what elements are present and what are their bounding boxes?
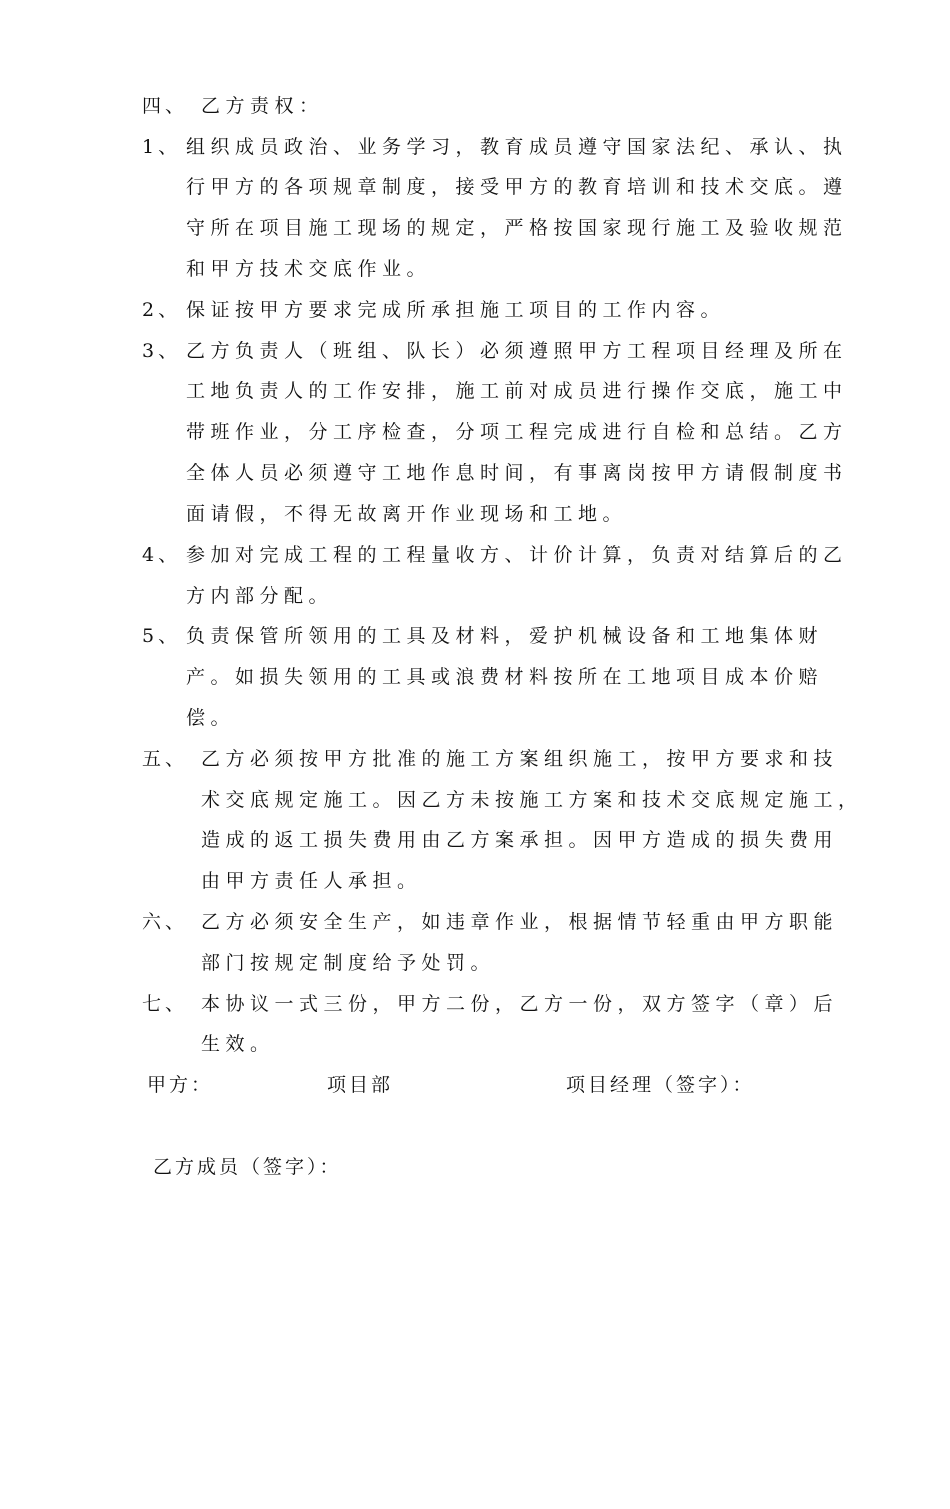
section-7-line-1: 本协议一式三份，甲方二份，乙方一份，双方签字（章）后 — [201, 993, 839, 1015]
party-a-label: 甲方： — [147, 1074, 214, 1096]
item-2-number: 2、 — [142, 299, 182, 321]
item-3-line-2: 工地负责人的工作安排，施工前对成员进行操作交底，施工中 — [186, 380, 848, 402]
item-1-line-2: 行甲方的各项规章制度，接受甲方的教育培训和技术交底。遵 — [186, 176, 848, 198]
item-3-line-5: 面请假，不得无故离开作业现场和工地。 — [186, 503, 628, 525]
item-5-line-1: 负责保管所领用的工具及材料，爱护机械设备和工地集体财 — [186, 625, 824, 647]
item-1-line-3: 守所在项目施工现场的规定，严格按国家现行施工及验收规范 — [186, 217, 848, 239]
party-b-members-signature-label: 乙方成员（签字）： — [153, 1156, 342, 1178]
item-5-line-2: 产。如损失领用的工具或浪费材料按所在工地项目成本价赔 — [186, 666, 824, 688]
item-4-number: 4、 — [142, 544, 182, 566]
section-5-line-2: 术交底规定施工。因乙方未按施工方案和技术交底规定施工， — [201, 789, 863, 811]
item-3-line-3: 带班作业，分工序检查，分项工程完成进行自检和总结。乙方 — [186, 421, 848, 443]
project-manager-signature-label: 项目经理（签字）： — [566, 1074, 755, 1096]
item-1-number: 1、 — [142, 136, 182, 158]
section-7-marker: 七、 — [142, 993, 189, 1015]
item-1-line-4: 和甲方技术交底作业。 — [186, 258, 432, 280]
item-2-line-1: 保证按甲方要求完成所承担施工项目的工作内容。 — [186, 299, 726, 321]
section-5-line-4: 由甲方责任人承担。 — [201, 870, 422, 892]
section-5-line-1: 乙方必须按甲方批准的施工方案组织施工，按甲方要求和技 — [201, 748, 839, 770]
section-4-title: 乙方责权： — [201, 95, 324, 117]
item-4-line-2: 方内部分配。 — [186, 585, 334, 607]
section-6-line-2: 部门按规定制度给予处罚。 — [201, 952, 496, 974]
section-7-line-2: 生效。 — [201, 1033, 275, 1055]
section-6-marker: 六、 — [142, 911, 189, 933]
section-6-line-1: 乙方必须安全生产，如违章作业，根据情节轻重由甲方职能 — [201, 911, 839, 933]
item-3-line-1: 乙方负责人（班组、队长）必须遵照甲方工程项目经理及所在 — [186, 340, 848, 362]
item-5-number: 5、 — [142, 625, 182, 647]
section-5-marker: 五、 — [142, 748, 189, 770]
section-5-line-3: 造成的返工损失费用由乙方案承担。因甲方造成的损失费用 — [201, 829, 839, 851]
item-3-number: 3、 — [142, 340, 182, 362]
project-dept-label: 项目部 — [327, 1074, 394, 1096]
item-5-line-3: 偿。 — [186, 707, 236, 729]
item-3-line-4: 全体人员必须遵守工地作息时间，有事离岗按甲方请假制度书 — [186, 462, 848, 484]
item-1-line-1: 组织成员政治、业务学习，教育成员遵守国家法纪、承认、执 — [186, 136, 848, 158]
item-4-line-1: 参加对完成工程的工程量收方、计价计算，负责对结算后的乙 — [186, 544, 848, 566]
section-4-marker: 四、 — [142, 95, 189, 117]
